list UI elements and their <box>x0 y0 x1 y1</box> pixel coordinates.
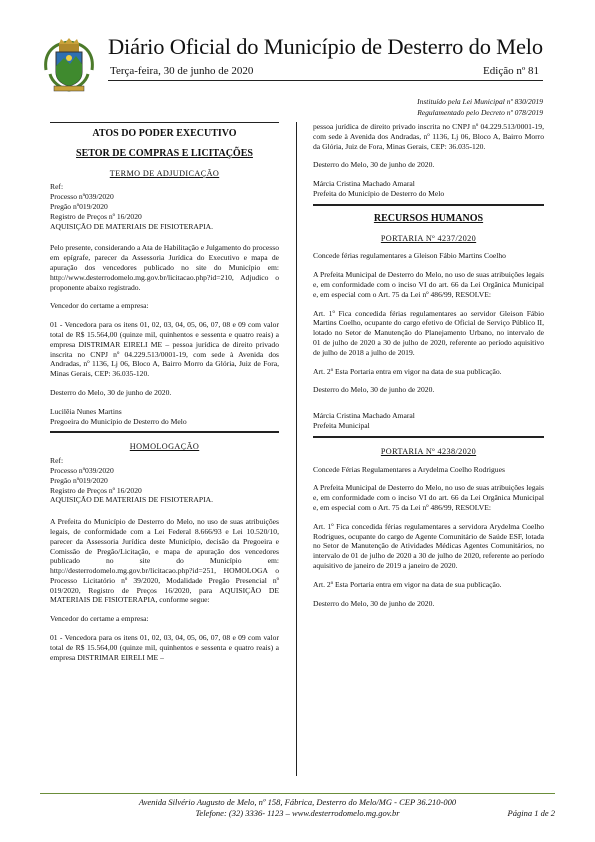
termo-registro: Registro de Preços nº 16/2020 <box>50 211 142 221</box>
homol-ref: Ref: <box>50 456 64 466</box>
section-separator <box>313 204 544 206</box>
portaria-4237-subject: Concede férias regulamentares a Gleison Fábio Martins Coelho <box>313 251 506 261</box>
footer-address: Avenida Silvério Augusto de Melo, nº 158, Fábrica, Desterro do Melo/MG - CEP 36.210-000 <box>138 797 457 807</box>
left-column <box>50 122 279 671</box>
homol-vencedor-label: Vencedor do certame a empresa: <box>50 614 149 624</box>
portaria-4237-art1: Art. 1º Fica concedida férias regulamentares ao servidor Gleison Fábio Martins Coelho, ocupante do cargo efetivo de Oficial de Serviço Público II, lotado no Setor de Manutenção do Planejamento Urbano, no intervalo de 01 de julho de 2020 a 30 de julho de 2020, referente ao período aquisitivo de julho de 2018 a julho de 2019. <box>313 308 544 357</box>
portaria-4238-art2: Art. 2º Esta Portaria entra em vigor na data de sua publicação. <box>313 579 502 589</box>
municipal-coat-of-arms-icon <box>40 36 98 94</box>
portaria-4238-date: Desterro do Melo, 30 de junho de 2020. <box>313 598 435 608</box>
portaria-4237-date: Desterro do Melo, 30 de junho de 2020. <box>313 385 435 395</box>
termo-signature-name: Lucilêia Nunes Martins <box>50 406 122 416</box>
edition-number: Edição nº 81 <box>483 65 539 77</box>
homol-body: A Prefeita do Município de Desterro do Melo, no uso de suas atribuições legais, de conformidade com a Lei Federal 8.666/93 e Lei 10.520/10, parecer da Assessoria Jurídica deste Município, decisão da Pregoeira e Comissão de Pregão/Licitação, e mapa de apuração dos vencedores publicado no site do Município em: http://desterrodomelo.mg.gov.br/licitacao.php?id=251, HOMOLOGA o Processo Licitatório nº 39/2020, Modalidade Pregão Presencial nº 019/2020, Registro de Preços 16/2020, para AQUISIÇÃO DE MATERIAIS DE FISIOTERAPIA, conforme segue: <box>50 517 279 605</box>
portaria-4238-art1: Art. 1º Fica concedida férias regulamentares a servidora Arydelma Coelho Rodrigues, ocupante do cargo de Agente Comunitário de Saúde ESF, lotada no Setor de Manutenção de Atividades Médicas Agentes Comunitários, no intervalo de 01 de julho de 2020 a 30 de julho de 2020, referente ao período aquisitivo de janeiro de 2019 a janeiro de 2020. <box>313 521 544 570</box>
termo-adjudicacao-title: TERMO DE ADJUDICAÇÃO <box>109 168 220 178</box>
termo-processo: Processo nº039/2020 <box>50 192 114 202</box>
termo-ref: Ref: <box>50 182 64 192</box>
journal-title: Diário Oficial do Município de Desterro do Melo <box>108 34 543 59</box>
header-divider <box>108 80 543 81</box>
termo-vencedor-label: Vencedor do certame a empresa: <box>50 301 149 311</box>
termo-pregao: Pregão nº019/2020 <box>50 201 108 211</box>
column-divider <box>296 122 297 776</box>
institution-decree: Regulamentado pelo Decreto nº 078/2019 <box>417 108 543 117</box>
right-column <box>313 122 544 617</box>
page-number: Página 1 de 2 <box>507 808 555 818</box>
termo-signature-role: Pregoeira do Município de Desterro do Melo <box>50 416 187 426</box>
footer <box>0 797 595 819</box>
termo-date: Desterro do Melo, 30 de junho de 2020. <box>50 387 172 397</box>
homol-processo: Processo nº039/2020 <box>50 465 114 475</box>
document-separator <box>313 436 544 438</box>
footer-contact: Telefone: (32) 3336- 1123 – www.desterrodomelo.mg.gov.br <box>195 808 400 818</box>
termo-body: Pelo presente, considerando a Ata de Habilitação e Julgamento do processo em epígrafe, parecer da Assessoria Jurídica do Executivo e mapa de apuração dos vencedores publicado no site do Município em: http://www.desterrodomelo.mg.gov.br/licitacao.php?id=210, Adjudico o proponente abaixo registrado. <box>50 243 279 292</box>
homol-registro: Registro de Preços nº 16/2020 <box>50 485 142 495</box>
termo-vencedora: 01 - Vencedora para os itens 01, 02, 03, 04, 05, 06, 07, 08 e 09 com valor total de R$ 15.564,00 (quinze mil, quinhentos e sessenta e quatro reais) a empresa DISTRIMAR EIRELI ME – pessoa jurídica de direito privado inscrita no CNPJ nº 04.229.513/0001-19, com sede à Avenida dos Andradas, nº 1136, Lj 06, Bloco A, Bairro Morro da Glória, Juiz de Fora, Minas Gerais, CEP: 36.035-120. <box>50 320 279 379</box>
homol-aquisicao: AQUISIÇÃO DE MATERIAIS DE FISIOTERAPIA. <box>50 495 214 505</box>
homol-pregao: Pregão nº019/2020 <box>50 475 108 485</box>
footer-divider <box>40 793 555 794</box>
portaria-4237-preamble: A Prefeita Municipal de Desterro do Melo, no uso de suas atribuições legais e, em conformidade com o inciso VI do art. 66 da Lei Orgânica Municipal e, em especial com o Art. 75 da Lei nº 486/99, RESOLVE: <box>313 270 544 299</box>
portaria-4237-title: PORTARIA Nº 4237/2020 <box>380 233 477 243</box>
portaria-4238-title: PORTARIA Nº 4238/2020 <box>380 446 477 456</box>
portaria-4237-signature-name: Márcia Cristina Machado Amaral <box>313 411 415 421</box>
issue-date: Terça-feira, 30 de junho de 2020 <box>110 65 254 77</box>
portaria-4237-art2: Art. 2º Esta Portaria entra em vigor na data de sua publicação. <box>313 366 502 376</box>
institution-law: Instituído pela Lei Municipal nº 830/2019 <box>417 97 543 106</box>
section-heading-executivo: ATOS DO PODER EXECUTIVO <box>92 128 237 139</box>
portaria-4238-subject: Concede Férias Regulamentares a Arydelma Coelho Rodrigues <box>313 464 505 474</box>
document-separator <box>50 431 279 433</box>
homologacao-title: HOMOLOGAÇÃO <box>129 442 200 452</box>
portaria-4238-preamble: A Prefeita Municipal de Desterro do Melo, no uso de suas atribuições legais e, em conformidade com o inciso VI do art. 66 da Lei Orgânica Municipal e, em especial com o Art. 75 da Lei nº 486/99, RESOLVE: <box>313 483 544 512</box>
homol-continuation: pessoa jurídica de direito privado inscrita no CNPJ nº 04.229.513/0001-19, com sede à Avenida dos Andradas, nº 1136, Lj 06, Bloco A, Bairro Morro da Glória, Juiz de Fora, Minas Gerais, CEP: 36.035-120. <box>313 122 544 151</box>
section-heading-rh: RECURSOS HUMANOS <box>373 212 484 224</box>
portaria-4237-signature-role: Prefeita Municipal <box>313 420 370 430</box>
termo-aquisicao: AQUISIÇÃO DE MATERIAIS DE FISIOTERAPIA. <box>50 221 214 231</box>
institution-note <box>417 96 543 118</box>
homol-vencedora: 01 - Vencedora para os itens 01, 02, 03, 04, 05, 06, 07, 08 e 09 com valor total de R$ 15.564,00 (quinze mil, quinhentos e sessenta e quatro reais) a empresa DISTRIMAR EIRELI ME – <box>50 633 279 662</box>
homol-date: Desterro do Melo, 30 de junho de 2020. <box>313 160 435 170</box>
section-heading-compras: SETOR DE COMPRAS E LICITAÇÕES <box>76 147 253 159</box>
homol-signature-name: Márcia Cristina Machado Amaral <box>313 179 415 189</box>
section-rule <box>50 122 279 123</box>
homol-signature-role: Prefeita do Município de Desterro do Melo <box>313 188 445 198</box>
